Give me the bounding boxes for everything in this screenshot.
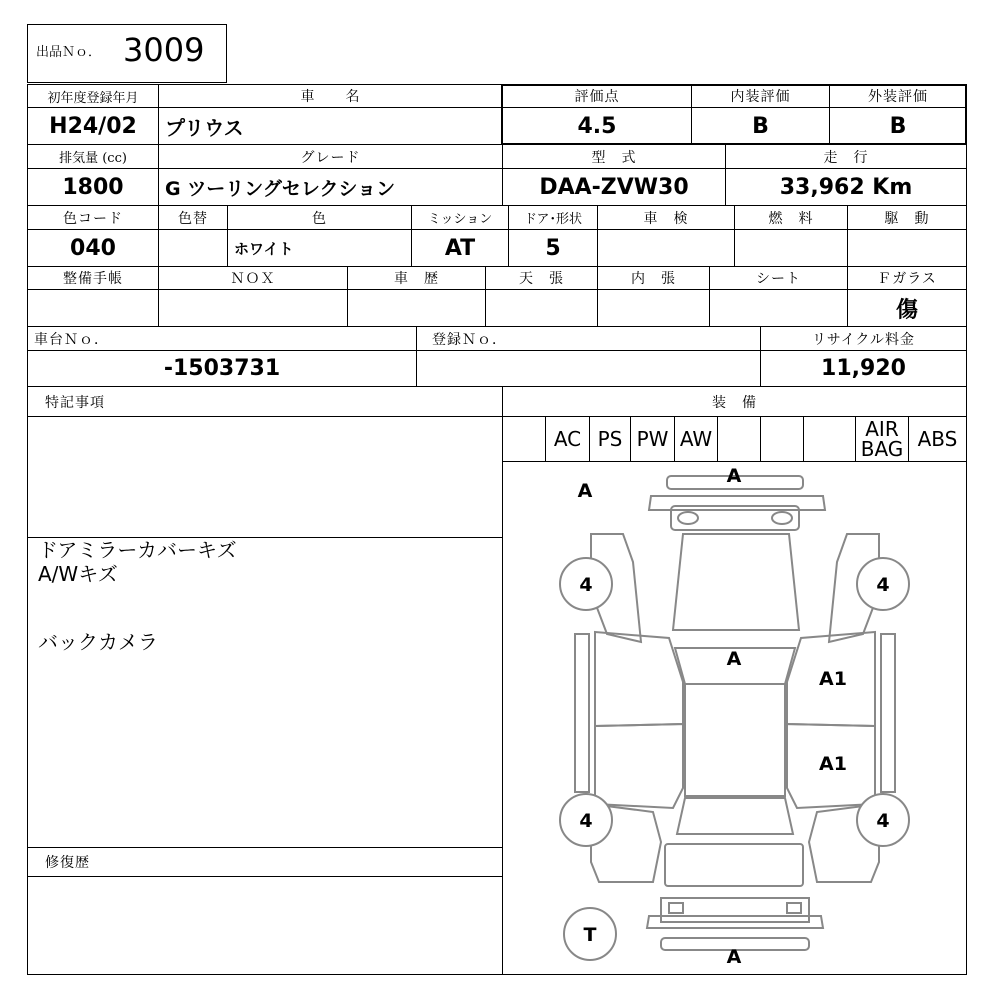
recycle-fee-label: リサイクル料金: [811, 331, 916, 348]
repair-history-value: [28, 877, 502, 974]
ceiling-value: [486, 290, 597, 326]
color-value: ホワイト: [234, 239, 294, 258]
mark-front-left: A: [577, 480, 593, 502]
registration-value: [417, 351, 760, 386]
lot-box: [27, 24, 227, 83]
color-code-label: 色コード: [63, 210, 123, 227]
first-registration-value: H24/02: [49, 113, 137, 139]
equipment-item-ps: PS: [597, 427, 623, 451]
nox-label: ＮＯＸ: [230, 271, 276, 287]
mark-hood: A: [726, 648, 742, 670]
color-label: 色: [312, 210, 327, 227]
first-registration-label: 初年度登録年月: [47, 90, 139, 106]
mark-rear-bumper: A: [726, 946, 742, 968]
inspection-value: [598, 230, 734, 266]
exterior-grade-label: 外装評価: [868, 89, 928, 105]
nox-value: [159, 290, 347, 326]
lot-number: 3009: [123, 31, 205, 69]
grade-value: G ツーリングセレクション: [165, 177, 396, 200]
score-label: 評価点: [574, 89, 620, 105]
repair-history-label: 修復歴: [45, 855, 90, 871]
inner-trim-value: [598, 290, 709, 326]
equipment-item-abs: ABS: [917, 427, 958, 451]
grade-label: グレード: [300, 149, 361, 166]
fuel-label: 燃 料: [768, 210, 814, 227]
history-value: [348, 290, 485, 326]
equipment-item: [804, 417, 855, 461]
ceiling-label: 天 張: [519, 271, 564, 287]
displacement-label: 排気量 (cc): [59, 151, 127, 166]
inspection-label: 車 検: [643, 210, 689, 227]
model-value: DAA-ZVW30: [539, 174, 689, 200]
spare-tire-label: T: [583, 924, 597, 946]
tire-rear-left-label: 4: [579, 810, 593, 832]
note-line: バックカメラ: [38, 630, 158, 654]
notes-body: [38, 538, 498, 654]
tire-front-left-label: 4: [579, 574, 593, 596]
door-value: 5: [545, 235, 561, 261]
seat-value: [710, 290, 847, 326]
equipment-item-ac: AC: [553, 427, 582, 451]
history-label: 車 歴: [394, 271, 439, 287]
notes-label: 特記事項: [45, 395, 105, 411]
drive-value: [848, 230, 966, 266]
color-change-label: 色替: [178, 210, 208, 227]
mission-label: ミッション: [427, 212, 493, 227]
mark-right-front-door: A1: [819, 668, 847, 690]
equipment-item-aw: AW: [679, 427, 713, 451]
equipment-item: [718, 417, 760, 461]
inner-trim-label: 内 張: [631, 271, 676, 287]
chassis-label: 車台Ｎｏ．: [34, 331, 109, 348]
car-diagram: [503, 462, 966, 974]
note-line: [38, 586, 498, 630]
score-value: 4.5: [577, 113, 617, 139]
registration-label: 登録Ｎｏ．: [432, 331, 507, 348]
mileage-value: 33,962 Km: [779, 174, 913, 200]
color-code-value: 040: [70, 235, 116, 261]
model-label: 型 式: [591, 149, 637, 166]
equipment-item: [761, 417, 803, 461]
interior-grade-value: B: [752, 113, 769, 139]
door-label: ドア･形状: [523, 212, 583, 227]
mileage-label: 走 行: [823, 149, 869, 166]
tire-front-right-label: 4: [876, 574, 890, 596]
equipment-item-pw: PW: [636, 427, 669, 451]
interior-grade-label: 内装評価: [730, 89, 791, 105]
equipment-item: [503, 417, 545, 461]
chassis-value: -1503731: [163, 356, 281, 381]
equipment-item-airbag: AIR BAG: [860, 417, 904, 461]
note-line: ドアミラーカバーキズ: [38, 538, 237, 562]
front-glass-label: Ｆガラス: [877, 271, 937, 287]
mark-right-rear-door: A1: [819, 753, 847, 775]
lot-label: 出品Ｎｏ．: [36, 45, 102, 60]
fuel-value: [735, 230, 847, 266]
color-change-value: [159, 230, 227, 266]
car-name-label: 車 名: [300, 89, 361, 105]
recycle-fee-value: 11,920: [821, 356, 906, 381]
note-line: A/Wキズ: [38, 562, 118, 586]
seat-label: シート: [756, 271, 801, 287]
mission-value: AT: [444, 235, 476, 261]
front-glass-value: 傷: [895, 296, 918, 323]
displacement-value: 1800: [62, 174, 124, 200]
tire-rear-right-label: 4: [876, 810, 890, 832]
car-name-value: プリウス: [165, 115, 244, 140]
maintenance-value: [28, 290, 158, 326]
equipment-label: 装 備: [712, 395, 757, 411]
exterior-grade-value: B: [889, 113, 907, 139]
mark-front-bumper: A: [726, 465, 742, 487]
drive-label: 駆 動: [884, 210, 930, 227]
maintenance-label: 整備手帳: [63, 271, 123, 287]
